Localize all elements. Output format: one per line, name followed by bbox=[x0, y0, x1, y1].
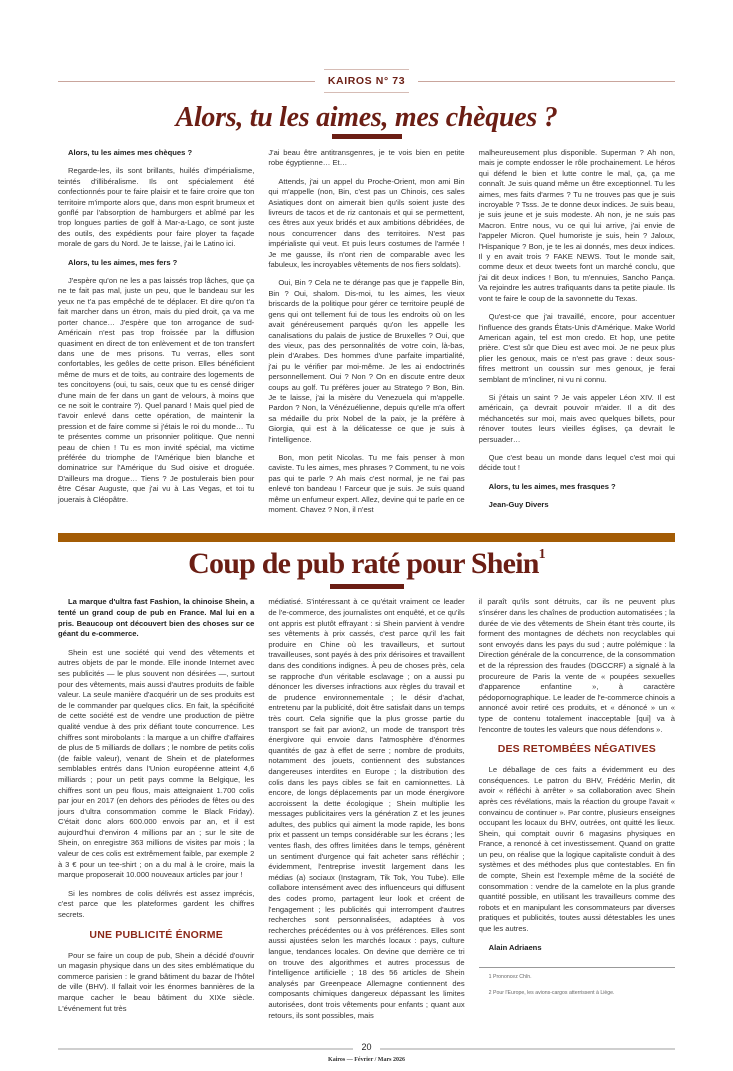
article1-title: Alors, tu les aimes, mes chèques ? bbox=[175, 102, 558, 133]
paragraph: Si les nombres de colis délivrés est assez imprécis, c'est parce que les plateformes gardent les chiffres secrets. bbox=[58, 888, 255, 920]
subheading-question: Alors, tu les aimes, mes fers ? bbox=[68, 257, 178, 267]
subheading-question: Alors, tu les aimes, mes frasques ? bbox=[488, 481, 616, 491]
subheading-question: Alors, tu les aimes mes chèques ? bbox=[68, 148, 193, 157]
footer-rule-left bbox=[58, 1048, 353, 1050]
paragraph: médiatisé. S'intéressant à ce qu'était vraiment ce leader de l'e-commerce, des journalistes ont enquêté, et ce qu'ils ont appris est plutôt effrayant : si Shein parvient à vendre ses vêtements à prix cassés, c'est parce qu'il les fait produire en Chine où les travailleurs, et surtout travailleuses, sont payés à des prix dérisoires et travaillent dans des conditions indignes. À peu de choses près, cela se rapproche d'un véritable esclavage ; on a aussi pu dénoncer les diverses infractions aux règles du travail et de prudence environnementale ; le désir d'achat, entretenu par la publicité, doit être satisfait dans un temps très court. Cela signifie que la plus grosse partie du transport se fait par avion2, un mode de transport très énergivore qui envoie dans l'atmosphère d'énormes quantités de gaz à effet de serre ; nombre de produits, notamment des jouets, contiennent des substances dangereuses interdites en Europe ; la distribution des colis dans les pays cibles se fait en camionnettes. Là encore, de longs déplacements par un mode énergivore accroissent la dette écologique ; Shein multiplie les messages publicitaires vers la génération Z et les jeunes adultes, des publics qui aiment la mode rapide, les bons prix et passent un temps considérable sur les écrans ; les ventes flash, des offres limitées dans le temps, génèrent un sentiment d'urgence qui fait acheter sans réfléchir ; évidemment, l'entreprise investit largement dans les médias (a) sociaux (Instagram, Tik Tok, You Tube). Elle collabore intensément avec des influenceurs qui diffusent des codes promo, partagent leur look et créent de l'engagement ; les publicités qui interrompent d'autres recherches sont personnalisées, adaptées à vos recherches précédentes ou à vos préférences. Elles sont aussi ajustées selon les marchés locaux : pays, culture langue, tendances locales. On devine que derrière ce tri on trouve des algorithmes et autres processus de l'intelligence artificielle ; 18 des 56 articles de Shein analysés par Greenpeace Allemagne contiennent des composants chimiques dangereux dépassant les limites autorisées, dont trois vêtements pour enfants ; quant aux retours, ils sont possibles, mais bbox=[268, 597, 465, 1020]
article2-body bbox=[58, 597, 675, 1029]
issue-header bbox=[58, 66, 675, 96]
article2-title-text: Coup de pub raté pour Shein bbox=[188, 547, 539, 581]
section-heading: DES RETOMBÉES NÉGATIVES bbox=[497, 743, 656, 756]
paragraph: Pour se faire un coup de pub, Shein a décidé d'ouvrir un magasin physique dans un des sites emblématique du commerce parisien : le grand bâtiment du bazar de l'hôtel de ville (BHV). Il fallait voir les énormes bannières de la marque cacher le beau bâtiment du XIXe siècle. L'événement fut très bbox=[58, 950, 255, 1013]
article2-column-3 bbox=[479, 597, 675, 1005]
paragraph: Regarde-les, ils sont brillants, huilés d'impérialisme, teintés d'illibéralisme. Ils ont spécialement été confectionnés pour te faire plaisir et te faire croire que ton territoire m'importe alors que, dans mon esprit brumeux et gonflé par l'absorption de hamburgers et abîmé par les trop longues parties de golf à Mar-a-Lago, ce sont juste des outils, des expédients pour faire ployer ta façade morale de gars du Nord. Je te laisse, j'ai le Latino ici. bbox=[58, 166, 255, 249]
title-underline bbox=[332, 134, 402, 139]
issue-badge: KAIROS N° 73 bbox=[318, 66, 415, 96]
article2-title-footnote-ref: 1 bbox=[538, 547, 545, 563]
paragraph: Que c'est beau un monde dans lequel c'est moi qui décide tout ! bbox=[478, 452, 675, 473]
author-signature: Jean-Guy Divers bbox=[488, 500, 549, 510]
paragraph: Si j'étais un saint ? Je vais appeler Léon XIV. Il est américain, ça devrait pouvoir m'aider. Il a dit des méchancetés sur moi, mais avec quelques billets, pour rénover toutes leurs vieilles églises, ça devrait le persuader… bbox=[478, 392, 675, 444]
page-number: 20 bbox=[361, 1042, 372, 1053]
article-separator-bar bbox=[58, 533, 675, 542]
paragraph: Shein est une société qui vend des vêtements et autres objets de par le monde. Elle inonde Internet avec ses publicités — le plus souvent non désirées —, surtout pour des vêtements, mais aussi d'autres produits de faible valeur. La seule manière d'acquérir un de ses produits est de le commander par quelques clics. En fait, la spécificité de cette société est de vendre une production de piètre qualité vendue à des prix défiant toute concurrence. Les chiffres sont mirobolants : la marque a un chiffre d'affaires de plus de 5 milliards de dollars ; le nombre de petits colis (de faible valeur), venant de Shein et de plateformes semblables entrés dans l'Union européenne atteint 4,6 milliards ; pour un petit pays comme la Belgique, les chiffres sont un peu flous, mais atteignaient 1.700 colis par jour en 2017 (en dehors des périodes de fêtes ou des jours d'ultra consommation comme le Black Friday). C'était donc alors 600.000 envois par an, et il est aujourd'hui d'environ 4 millions par an ; sur le site de Shein, on enregistre 363 millions de visites par mois ; la valeur de ces colis est extrêmement faible, par exemple 2 à 3 € pour un tee-shirt ; on a du mal à le croire, mais la marque proposerait 10.000 nouveaux articles par jour ! bbox=[58, 647, 255, 880]
article-lead: La marque d'ultra fast Fashion, la chinoise Shein, a tenté un grand coup de pub en France. Mal lui en a pris. Beaucoup ont découvert bien des choses sur ce géant du e-commerce. bbox=[58, 597, 255, 639]
paragraph: J'ai beau être antitransgenres, je te vois bien en petite robe égyptienne… Et… bbox=[268, 148, 465, 168]
footnote-divider bbox=[479, 967, 675, 968]
paragraph: Attends, j'ai un appel du Proche-Orient, mon ami Bin qui m'appelle (non, Bin, c'est pas un Chinois, ces sales Asiatiques dont on aimerait bien qu'ils soient juste des livreurs de tacos et de riz cantonais et qui se permettent, ces êtres aux yeux bridés et aux ambitions débridées, de nous concurrencer dans des territoires. N'est pas impérialiste qui veut. Et puis leurs costumes de l'armée ! Je me gausse, ils n'ont rien de comparable avec les fabuleux, les incroyables vêtements de nos fiers soldats). bbox=[268, 176, 465, 270]
header-rule-left bbox=[58, 81, 315, 82]
article2-column-2 bbox=[268, 597, 464, 1029]
section-heading: UNE PUBLICITÉ ÉNORME bbox=[89, 928, 223, 941]
header-rule-right bbox=[418, 81, 675, 82]
footer-rule-right bbox=[380, 1048, 675, 1050]
article1-body bbox=[58, 148, 675, 523]
article1-column-2 bbox=[268, 148, 464, 523]
article1-column-3 bbox=[479, 148, 675, 519]
title-underline bbox=[330, 584, 404, 589]
footnote: 1 Prononcez Chîn. bbox=[488, 974, 532, 981]
paragraph: J'espère qu'on ne les a pas laissés trop lâches, que ça ne te fait pas mal, juste un peu, que le bandeau sur les yeux ne t'a pas empêché de te déplacer. Et dire qu'on t'a fait marcher dans un étron, mais du pied droit, ça va me porter chance… J'espère que ton arrogance de sud-Américain n'est pas trop froissée par la diffusion quasiment en direct de ton enlèvement et de ton transfert dans une de mes prisons. Tu verras, elles sont confortables, les geôles de cette prison. Elles bénéficient même de murs et de toits, au contraire des logements de tes concitoyens (oui, tu sais, ceux que tu es censé diriger d'une main de fer dans un gant de velours, à moins que ce ne soit le contraire ?). Quel panard ! Mais quel pied de t'avoir enlevé dans cette opération, de maintenir la pression et de faire comme si j'étais le roi du monde… Tu te présentes comme un prisonnier politique. Que nenni peau de chien ! Tu es mon invité spécial, ma victime préférée du triomphe de l'Amérique bien blanche et dominatrice sur l'Amérique du Sud oisive et droguée. D'ailleurs ma drogue… Tiens ? Je postulerais bien pour être César Auguste, que j'ai vu à Las Vegas, et toi tu jouerais à Cléopâtre. bbox=[58, 276, 255, 504]
paragraph: Le déballage de ces faits a évidemment eu des conséquences. Le patron du BHV, Frédéric Merlin, dit avoir « réfléchi à arrêter » sa collaboration avec Shein après ces révélations, mais la réaction du groupe l'avait « convaincu de continuer ». Par contre, plusieurs enseignes occupant les locaux du BHV, outrées, ont quitté les lieux. Shein, qui comptait ouvrir 6 magasins physiques en France, a renoncé à cet investissement. Quand on gratte un peu, on réalise que la logique capitaliste conduit à des systèmes et des méthodes plus que contestables. En fin de compte, Shein est l'exemple même de la société de consommation : vendre de la camelote en la plus grande quantité possible, en utilisant les travailleurs comme des robots et en manipulant les consommateurs par diverses pratiques et publicités, toutes aussi détestables les unes que les autres. bbox=[478, 765, 675, 934]
paragraph: malheureusement plus disponible. Superman ? Ah non, mais je compte endosser le rôle prochainement. Le héros qui défend le bien et lutte contre le mal, ça, ça me connaît. Je suis quand même un être exceptionnel. Tu les aimes, mes faits d'armes ? Tu ne trouves pas que je suis incroyable ? Tsss. Je te donne deux indices. Je suis beau, je suis jeune et je suis modeste. Ah non, je ne suis pas Macron. Entre nous, vu ce qui lui arrive, j'ai envie de l'appeler Micron. Quel humoriste je suis, hein ? Jaloux, l'Hispanique ? Bon, je te les ai donnés, mes deux indices. Il y en avait trois ? FAKE NEWS. Tout le monde sait, comme deux et deux tweets font un marché conclu, que j'ai dit deux indices ! Bon, tu m'ennuies, Sancho Pança. Va rejoindre les autres trafiquants dans ta petite piaule. Ils vont te faire le coup de la savonnette du Texas. bbox=[478, 148, 675, 303]
article2-column-1 bbox=[58, 597, 254, 1022]
page-footer bbox=[58, 1041, 675, 1071]
paragraph: Oui, Bin ? Cela ne te dérange pas que je t'appelle Bin, Bin ? Oui, shalom. Dis-moi, tu les aimes, les vieux briscards de la politique pour gérer ce territoire peuplé de gens qui ont tellement fui de tous les endroits où on les avait généreusement parqués qu'on les appelle les canalisations du palais de justice de Bruxelles ? Oui, que des vieux, pas des personnalités de votre coin, là-bas, plein d'Arabes. Des hommes d'une parfaite impartialité, j'ai pu le vérifier par moi-même. Je les ai endoctrinés personnellement. Oui ? Non ? On en discute entre deux coups au golf. Tu préfères jouer au Stratego ? Bon, Bin. Je te laisse, j'ai la misère du Venezuela qui m'appelle. Pardon ? Non, la Vénézuélienne, depuis qu'elle m'a offert sa médaille du prix Nobel de la paix, je la préfère à Giorgia, qui est à la délicatesse ce que je suis à l'intelligence. bbox=[268, 278, 465, 444]
paragraph: il paraît qu'ils sont détruits, car ils ne peuvent plus s'insérer dans les chaînes de production automatisées ; la durée de vie des vêtements de Shein étant très courte, ils forment des montagnes de déchets non recyclables qui sont envoyés dans les pays du sud ; autre polémique : la Direction générale de la concurrence, de la consommation et de la répression des fraudes (DGCCRF) a signalé à la procureure de Paris la vente de « poupées sexuelles d'apparence enfantine », à caractère pédopornographique. Le leader de l'e-commerce chinois a annoncé avoir retiré ces produits, et « dénoncé » un « type de contenu totalement inacceptable [qui] va à l'encontre de toutes les valeurs que nous défendons ». bbox=[478, 597, 675, 734]
article2-title bbox=[0, 546, 733, 582]
paragraph: Qu'est-ce que j'ai travaillé, encore, pour accentuer l'influence des grands États-Unis d'Amérique. Make World American again, tel est mon credo. Et hop, une petite prière. C'est sûr que Dieu est avec moi. Je ne peux plus plier les genoux, mais ce n'est pas grave : deux sous-fifres mettront un coussin sur mes genoux, je ferai semblant de m'incliner, ni vu ni connu. bbox=[478, 312, 675, 384]
paragraph: Bon, mon petit Nicolas. Tu me fais penser à mon caviste. Tu les aimes, mes phrases ? Comment, tu ne vois pas qui te parle ? Ah mais c'est normal, je ne t'ai pas enlevé ton bandeau ! Farceur que je suis. Je suis quand même un enfumeur expert. Allez, devine qui te parle en ce moment. Chavez ? Non, il n'est bbox=[268, 452, 465, 514]
footnote: 2 Pour l'Europe, les avions-cargos atterrissent à Liège. bbox=[488, 990, 615, 997]
issue-info: Kairos — Février / Mars 2026 bbox=[328, 1057, 405, 1064]
article1-column-1 bbox=[58, 148, 254, 513]
author-signature: Alain Adriaens bbox=[488, 942, 542, 952]
